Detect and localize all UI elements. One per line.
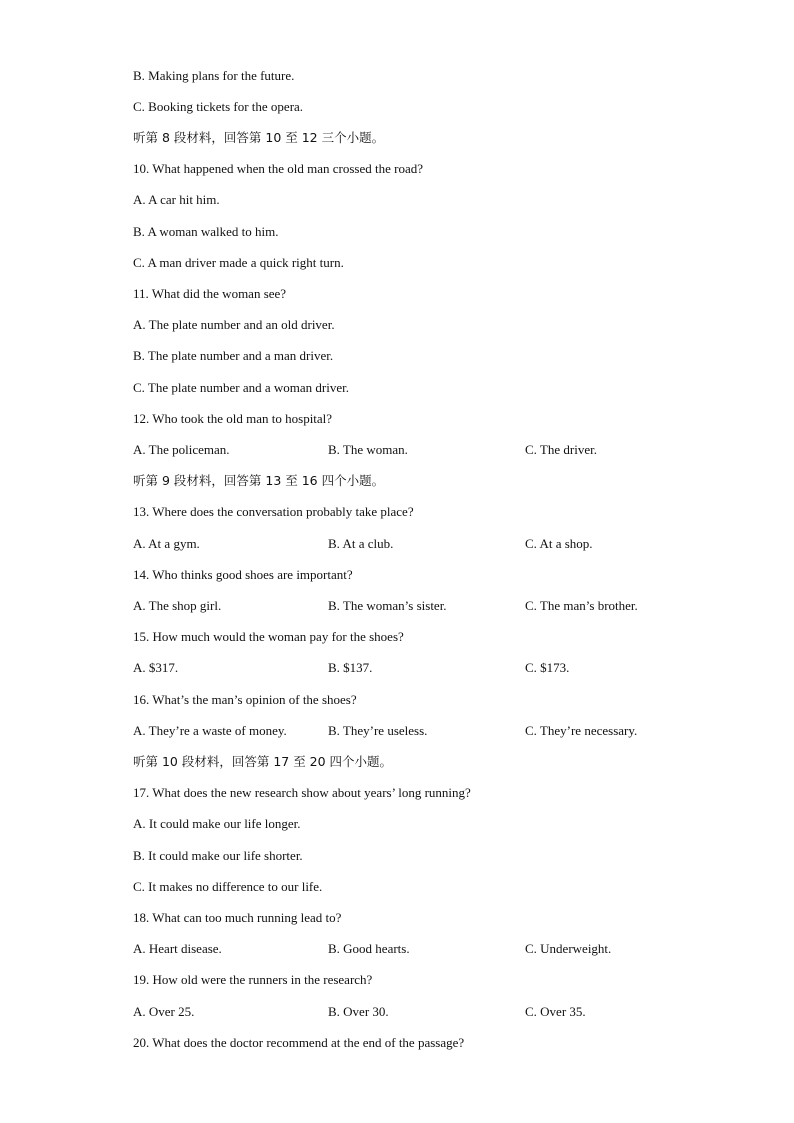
options-row-19	[133, 1002, 733, 1022]
question-19: 19. How old were the runners in the research?	[133, 972, 373, 987]
option-19b: B. Over 30.	[328, 1004, 389, 1019]
option-17c: C. It makes no difference to our life.	[133, 879, 323, 894]
section-heading-9: 听第 9 段材料，回答第 13 至 16 四个小题。	[133, 473, 385, 488]
question-13: 13. Where does the conversation probably take place?	[133, 504, 414, 519]
option-15b: B. $137.	[328, 660, 373, 675]
option-10c: C. A man driver made a quick right turn.	[133, 255, 344, 270]
option-16a: A. They’re a waste of money.	[133, 723, 287, 738]
question-14: 14. Who thinks good shoes are important?	[133, 567, 353, 582]
option-11a: A. The plate number and an old driver.	[133, 317, 335, 332]
option-17b: B. It could make our life shorter.	[133, 848, 303, 863]
question-12: 12. Who took the old man to hospital?	[133, 411, 333, 426]
option-16c: C. They’re necessary.	[525, 723, 638, 738]
options-row-13	[133, 534, 733, 554]
options-row-15	[133, 658, 733, 678]
option-14a: A. The shop girl.	[133, 598, 222, 613]
option-12c: C. The driver.	[525, 442, 597, 457]
option-11b: B. The plate number and a man driver.	[133, 348, 334, 363]
option-14c: C. The man’s brother.	[525, 598, 638, 613]
options-row-14	[133, 596, 733, 616]
option-9b: B. Making plans for the future.	[133, 68, 295, 83]
question-15: 15. How much would the woman pay for the shoes?	[133, 629, 404, 644]
option-19c: C. Over 35.	[525, 1004, 586, 1019]
option-16b: B. They’re useless.	[328, 723, 428, 738]
option-12a: A. The policeman.	[133, 442, 230, 457]
option-18c: C. Underweight.	[525, 941, 612, 956]
option-13c: C. At a shop.	[525, 536, 593, 551]
section-heading-10: 听第 10 段材料，回答第 17 至 20 四个小题。	[133, 754, 393, 769]
question-18: 18. What can too much running lead to?	[133, 910, 342, 925]
question-17: 17. What does the new research show about years’ long running?	[133, 785, 471, 800]
options-row-12	[133, 440, 733, 460]
option-11c: C. The plate number and a woman driver.	[133, 380, 350, 395]
option-10a: A. A car hit him.	[133, 192, 220, 207]
option-14b: B. The woman’s sister.	[328, 598, 447, 613]
option-18b: B. Good hearts.	[328, 941, 410, 956]
question-10: 10. What happened when the old man crossed the road?	[133, 161, 423, 176]
section-heading-8: 听第 8 段材料，回答第 10 至 12 三个小题。	[133, 130, 385, 145]
option-15c: C. $173.	[525, 660, 570, 675]
option-13a: A. At a gym.	[133, 536, 200, 551]
options-row-18	[133, 939, 733, 959]
question-20: 20. What does the doctor recommend at the end of the passage?	[133, 1035, 465, 1050]
option-17a: A. It could make our life longer.	[133, 816, 301, 831]
question-11: 11. What did the woman see?	[133, 286, 287, 301]
option-10b: B. A woman walked to him.	[133, 224, 279, 239]
options-row-16	[133, 721, 733, 741]
option-12b: B. The woman.	[328, 442, 408, 457]
option-15a: A. $317.	[133, 660, 179, 675]
option-9c: C. Booking tickets for the opera.	[133, 99, 304, 114]
option-18a: A. Heart disease.	[133, 941, 222, 956]
option-13b: B. At a club.	[328, 536, 394, 551]
question-16: 16. What’s the man’s opinion of the shoes?	[133, 692, 357, 707]
option-19a: A. Over 25.	[133, 1004, 195, 1019]
